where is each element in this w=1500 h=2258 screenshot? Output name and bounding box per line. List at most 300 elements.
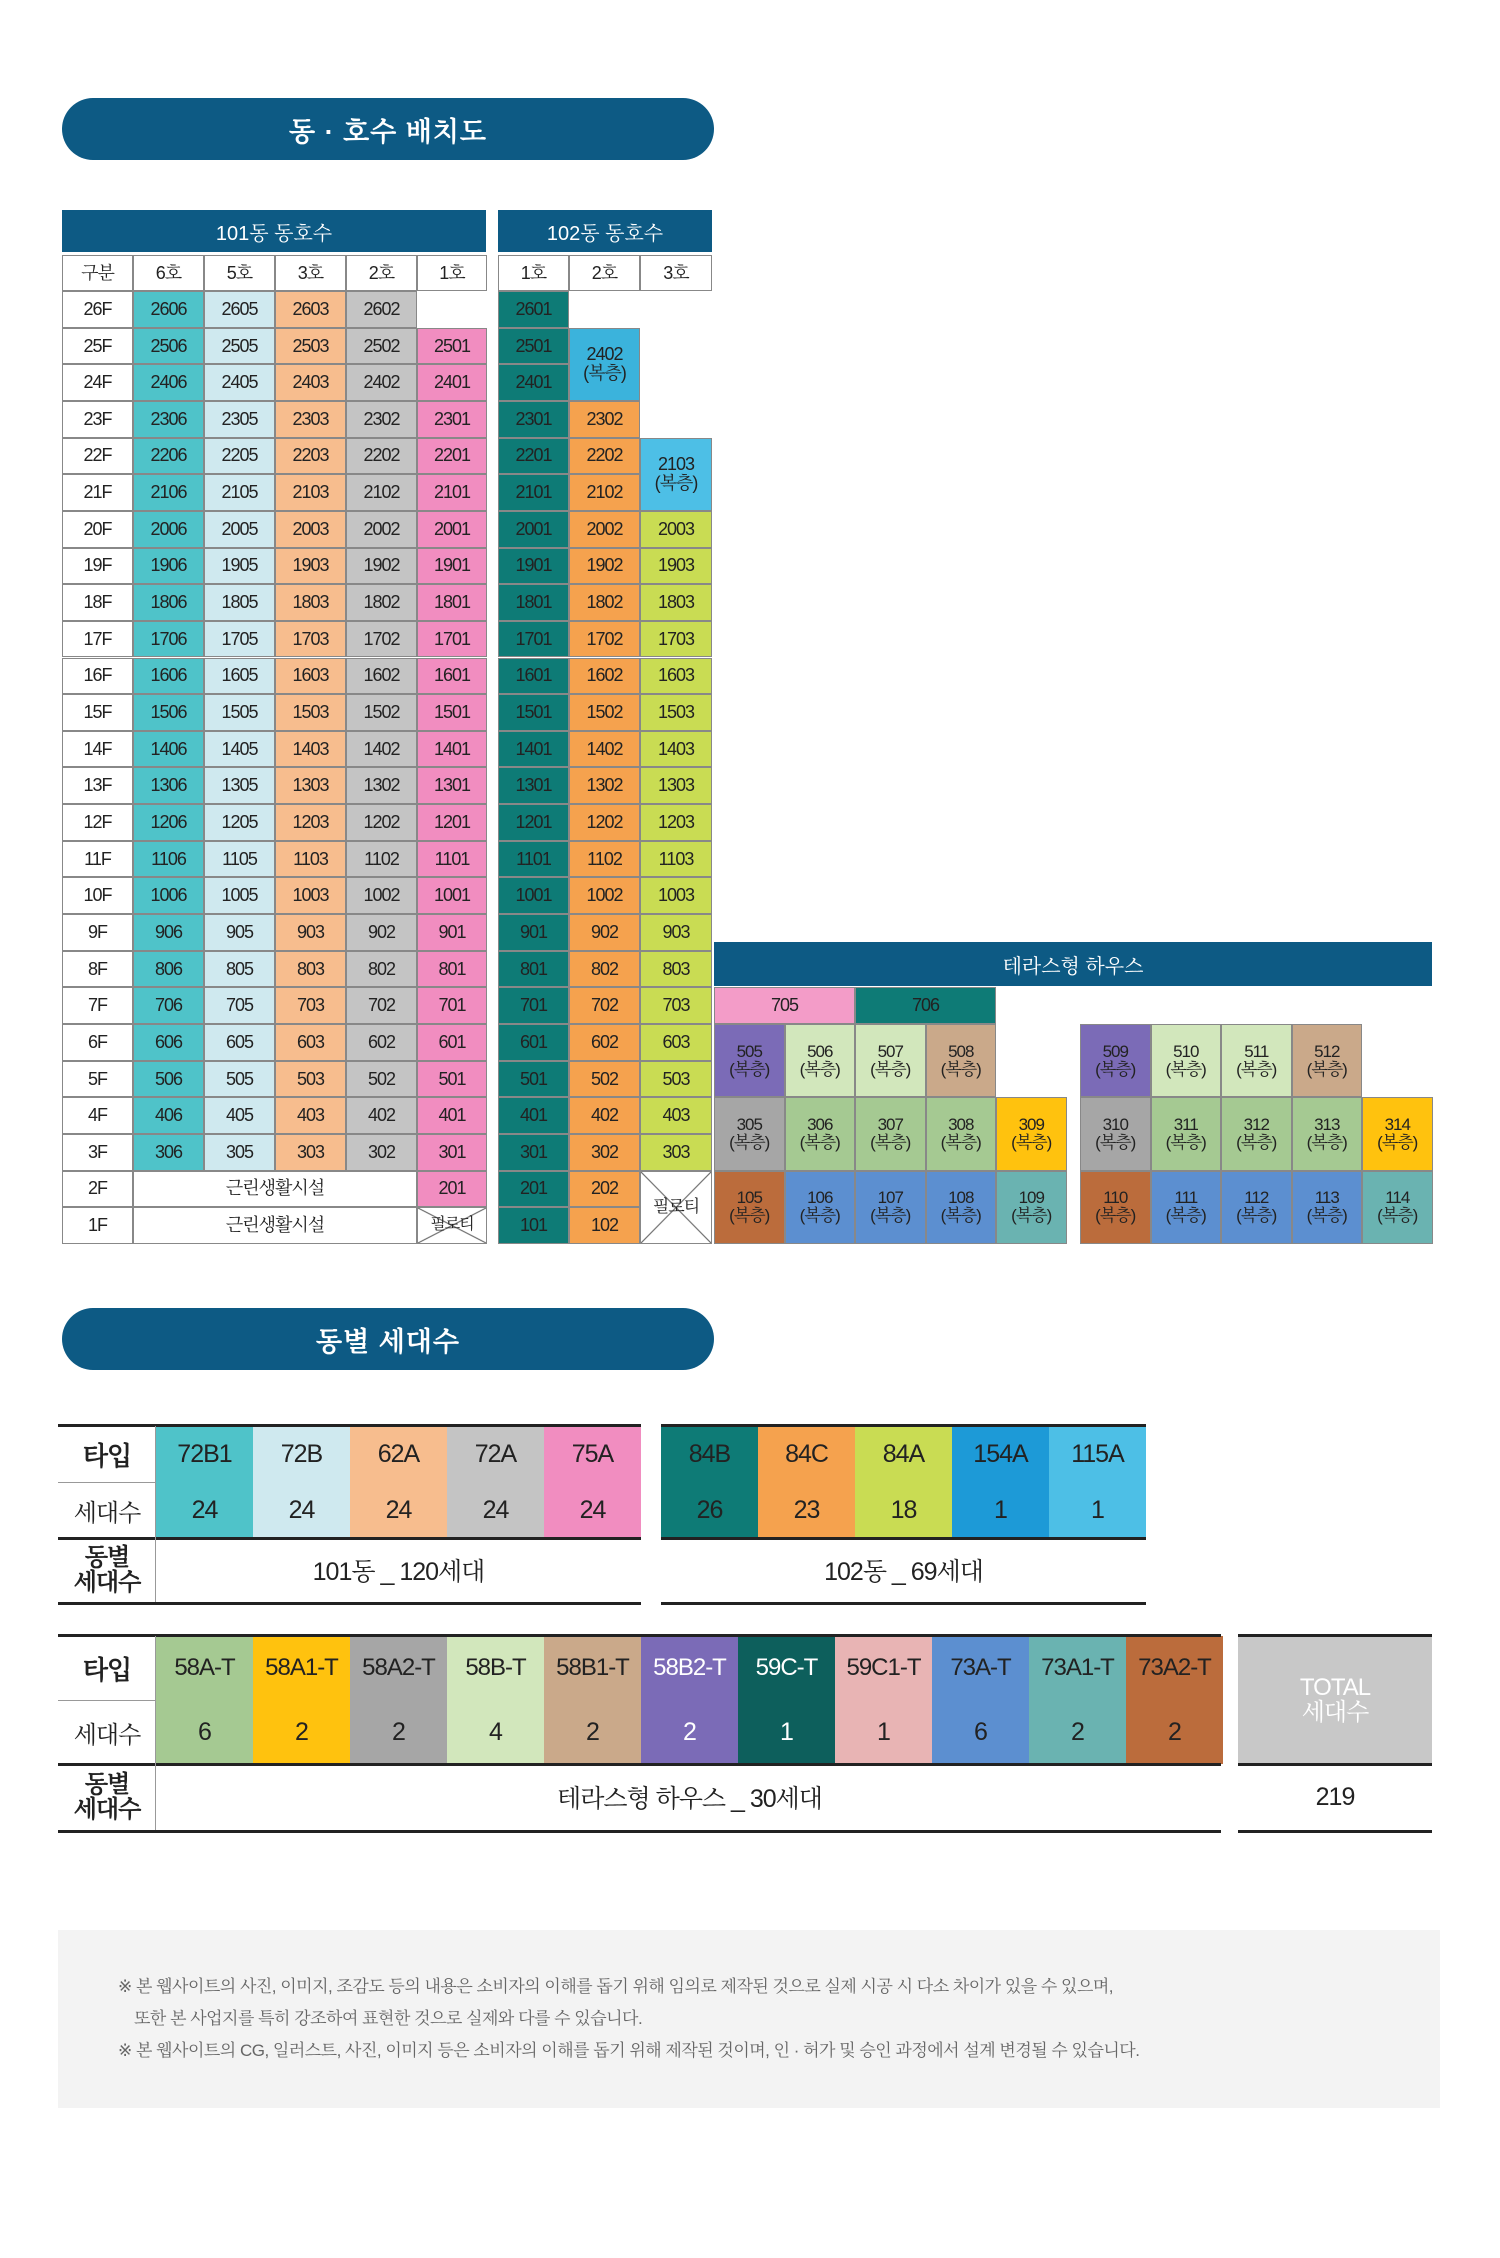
floor-label: 17F [62,621,133,658]
unit-cell: 1502 [569,694,640,731]
terrace-unit: 508 (복층) [926,1024,997,1097]
count-cell: 24 [544,1482,641,1538]
type-cell: 59C-T [738,1636,835,1700]
terrace-unit: 108 (복층) [926,1171,997,1244]
unit-cell: 201 [417,1171,487,1208]
unit-cell: 1606 [133,658,204,695]
unit-cell: 1505 [204,694,275,731]
rule [661,1602,1146,1605]
unit-cell: 603 [275,1024,346,1061]
unit-cell: 2401 [498,364,569,401]
rule [661,1424,1146,1427]
floor-label: 18F [62,584,133,621]
unit-cell: 705 [204,987,275,1024]
terrace-unit: 311 (복층) [1151,1097,1222,1170]
terrace-unit: 511 (복층) [1221,1024,1292,1097]
type-cell: 58B-T [447,1636,544,1700]
unit-cell: 702 [569,987,640,1024]
unit-cell: 406 [133,1097,204,1134]
unit-cell: 2001 [498,511,569,548]
unit-cell: 1503 [275,694,346,731]
rule [661,1537,1146,1540]
unit-cell: 101 [498,1207,569,1244]
terrace-unit: 314 (복층) [1362,1097,1433,1170]
unit-cell: 1205 [204,804,275,841]
unit-cell: 1701 [498,621,569,658]
unit-cell: 1002 [569,877,640,914]
unit-cell: 902 [569,914,640,951]
unit-cell: 1501 [417,694,487,731]
unit-cell: 603 [640,1024,712,1061]
col-header: 구분 [62,255,133,291]
count-cell: 2 [1029,1700,1126,1764]
type-cell: 59C1-T [835,1636,932,1700]
label-dong: 동별 세대수 [58,1538,156,1602]
unit-cell: 1003 [640,877,712,914]
unit-cell: 1603 [640,658,712,695]
unit-cell: 901 [417,914,487,951]
total-label: TOTAL 세대수 [1238,1636,1432,1764]
unit-cell: 1403 [640,731,712,768]
floor-label: 16F [62,658,133,695]
facility-1f: 근린생활시설 [133,1207,417,1244]
unit-cell: 2101 [417,474,487,511]
rule [155,1636,156,1830]
terrace-unit: 305 (복층) [714,1097,785,1170]
terrace-unit: 113 (복층) [1292,1171,1363,1244]
terrace-unit: 114 (복층) [1362,1171,1433,1244]
count-cell: 24 [447,1482,544,1538]
unit-cell: 1406 [133,731,204,768]
unit-cell: 1103 [640,841,712,878]
floor-label: 1F [62,1207,133,1244]
unit-cell: 701 [498,987,569,1024]
duplex-2103: 2103 (복층) [640,438,712,511]
type-cell: 58A1-T [253,1636,350,1700]
unit-cell: 1501 [498,694,569,731]
unit-cell: 1802 [346,584,417,621]
unit-cell: 1805 [204,584,275,621]
disclaimer-box [58,1930,1440,2108]
unit-cell: 2602 [346,291,417,328]
count-cell: 18 [855,1482,952,1538]
floor-label: 15F [62,694,133,731]
unit-cell: 1003 [275,877,346,914]
unit-cell: 2205 [204,438,275,475]
count-cell: 2 [350,1700,447,1764]
duplex-2402: 2402 (복층) [569,328,640,401]
unit-cell: 1702 [346,621,417,658]
type-cell: 73A2-T [1126,1636,1223,1700]
unit-cell: 2201 [498,438,569,475]
terrace-unit: 510 (복층) [1151,1024,1222,1097]
unit-705: 705 [714,987,855,1024]
total-value: 219 [1238,1764,1432,1830]
unit-cell: 2105 [204,474,275,511]
type-cell: 72A [447,1426,544,1482]
unit-cell: 2505 [204,328,275,365]
type-cell: 154A [952,1426,1049,1482]
terrace-unit: 307 (복층) [855,1097,926,1170]
type-cell: 84A [855,1426,952,1482]
unit-cell: 403 [640,1097,712,1134]
unit-cell: 1706 [133,621,204,658]
count-cell: 4 [447,1700,544,1764]
terrace-unit: 312 (복층) [1221,1097,1292,1170]
unit-cell: 602 [346,1024,417,1061]
unit-cell: 1901 [498,548,569,585]
unit-cell: 2106 [133,474,204,511]
unit-cell: 1503 [640,694,712,731]
type-cell: 75A [544,1426,641,1482]
col-header: 1호 [498,255,569,291]
unit-cell: 201 [498,1171,569,1208]
unit-cell: 2501 [417,328,487,365]
unit-cell: 2003 [275,511,346,548]
count-cell: 1 [835,1700,932,1764]
col-header: 5호 [204,255,275,291]
unit-cell: 2002 [346,511,417,548]
unit-cell: 506 [133,1061,204,1098]
unit-cell: 1303 [275,767,346,804]
floor-label: 24F [62,364,133,401]
unit-cell: 1401 [417,731,487,768]
piloti-101: 필로티 [417,1207,487,1244]
unit-cell: 1802 [569,584,640,621]
unit-cell: 2502 [346,328,417,365]
unit-cell: 1105 [204,841,275,878]
rule [1238,1830,1432,1833]
label-type: 타입 [58,1426,156,1482]
floor-label: 20F [62,511,133,548]
unit-cell: 601 [498,1024,569,1061]
unit-cell: 1202 [569,804,640,841]
unit-cell: 2506 [133,328,204,365]
unit-cell: 401 [417,1097,487,1134]
unit-cell: 2203 [275,438,346,475]
unit-cell: 606 [133,1024,204,1061]
terrace-unit: 111 (복층) [1151,1171,1222,1244]
unit-cell: 2606 [133,291,204,328]
unit-cell: 2301 [417,401,487,438]
rule [58,1830,1221,1833]
unit-cell: 302 [569,1134,640,1171]
rule [58,1482,156,1483]
col-header: 3호 [275,255,346,291]
building-101-title: 101동 동호수 [62,210,486,252]
count-cell: 1 [952,1482,1049,1538]
unit-cell: 1705 [204,621,275,658]
count-cell: 6 [156,1700,253,1764]
unit-cell: 2001 [417,511,487,548]
unit-cell: 1903 [275,548,346,585]
terrace-unit: 306 (복층) [785,1097,856,1170]
unit-cell: 802 [346,951,417,988]
unit-cell: 2605 [204,291,275,328]
terrace-unit: 512 (복층) [1292,1024,1363,1097]
unit-cell: 1402 [569,731,640,768]
unit-cell: 503 [640,1061,712,1098]
terrace-unit: 509 (복층) [1080,1024,1151,1097]
floor-label: 4F [62,1097,133,1134]
rule [155,1426,156,1602]
unit-cell: 1901 [417,548,487,585]
unit-cell: 802 [569,951,640,988]
unit-cell: 2405 [204,364,275,401]
count-cell: 2 [641,1700,738,1764]
unit-cell: 2403 [275,364,346,401]
unit-cell: 1203 [640,804,712,841]
unit-cell: 2002 [569,511,640,548]
unit-cell: 405 [204,1097,275,1134]
count-cell: 6 [932,1700,1029,1764]
floor-label: 22F [62,438,133,475]
disclaimer-line-2: 또한 본 사업지를 특히 강조하여 표현한 것으로 실제와 다를 수 있습니다. [134,2009,643,2028]
rule [58,1537,641,1540]
disclaimer-line-1: ※ 본 웹사이트의 사진, 이미지, 조감도 등의 내용은 소비자의 이해를 돕기 위해 임의로 제작된 것으로 실제 시공 시 다소 차이가 있을 수 있으며, [118,1977,1114,1996]
rule [1238,1763,1432,1766]
unit-cell: 1106 [133,841,204,878]
unit-cell: 2006 [133,511,204,548]
unit-cell: 403 [275,1097,346,1134]
count-cell: 1 [738,1700,835,1764]
unit-cell: 605 [204,1024,275,1061]
floor-label: 23F [62,401,133,438]
unit-cell: 701 [417,987,487,1024]
unit-cell: 803 [275,951,346,988]
type-cell: 73A1-T [1029,1636,1126,1700]
unit-cell: 1403 [275,731,346,768]
unit-cell: 2303 [275,401,346,438]
unit-cell: 1902 [346,548,417,585]
terrace-unit: 109 (복층) [996,1171,1067,1244]
type-cell: 62A [350,1426,447,1482]
floor-label: 3F [62,1134,133,1171]
floor-label: 5F [62,1061,133,1098]
floor-label: 25F [62,328,133,365]
total-terrace: 테라스형 하우스 _ 30세대 [156,1764,1223,1830]
unit-cell: 1102 [346,841,417,878]
type-cell: 84B [661,1426,758,1482]
unit-cell: 501 [498,1061,569,1098]
label-dong: 동별 세대수 [58,1764,156,1830]
unit-cell: 1301 [498,767,569,804]
unit-cell: 1306 [133,767,204,804]
unit-cell: 502 [346,1061,417,1098]
unit-cell: 805 [204,951,275,988]
unit-cell: 302 [346,1134,417,1171]
terrace-unit: 309 (복층) [996,1097,1067,1170]
unit-cell: 1201 [417,804,487,841]
count-cell: 2 [253,1700,350,1764]
unit-cell: 505 [204,1061,275,1098]
unit-cell: 702 [346,987,417,1024]
unit-cell: 2301 [498,401,569,438]
unit-cell: 1301 [417,767,487,804]
col-header: 2호 [569,255,640,291]
type-cell: 58A-T [156,1636,253,1700]
unit-cell: 301 [498,1134,569,1171]
unit-cell: 1806 [133,584,204,621]
count-cell: 1 [1049,1482,1146,1538]
unit-cell: 2102 [569,474,640,511]
unit-cell: 2406 [133,364,204,401]
disclaimer-line-3: ※ 본 웹사이트의 CG, 일러스트, 사진, 이미지 등은 소비자의 이해를 돕기 위해 제작된 것이며, 인 · 허가 및 승인 과정에서 설계 변경될 수 있습니다. [118,2041,1140,2060]
unit-cell: 1201 [498,804,569,841]
floor-label: 12F [62,804,133,841]
terrace-unit: 310 (복층) [1080,1097,1151,1170]
unit-cell: 1801 [417,584,487,621]
total-102: 102동 _ 69세대 [661,1538,1146,1602]
piloti-102: 필로티 [640,1171,712,1244]
floor-label: 11F [62,841,133,878]
unit-cell: 1101 [498,841,569,878]
unit-cell: 2305 [204,401,275,438]
col-header: 1호 [417,255,487,291]
unit-cell: 601 [417,1024,487,1061]
terrace-unit: 506 (복층) [785,1024,856,1097]
unit-706: 706 [855,987,996,1024]
unit-cell: 903 [640,914,712,951]
unit-cell: 2201 [417,438,487,475]
count-cell: 26 [661,1482,758,1538]
unit-cell: 1602 [569,658,640,695]
type-cell: 58B1-T [544,1636,641,1700]
unit-cell: 2402 [346,364,417,401]
terrace-unit: 112 (복층) [1221,1171,1292,1244]
unit-cell: 1602 [346,658,417,695]
count-cell: 24 [253,1482,350,1538]
unit-cell: 1605 [204,658,275,695]
facility-2f: 근린생활시설 [133,1171,417,1208]
floor-label: 13F [62,767,133,804]
unit-cell: 1703 [640,621,712,658]
unit-cell: 1303 [640,767,712,804]
building-102-title: 102동 동호수 [498,210,712,252]
unit-cell: 303 [275,1134,346,1171]
label-count: 세대수 [58,1700,156,1764]
unit-cell: 1402 [346,731,417,768]
unit-cell: 1903 [640,548,712,585]
unit-cell: 1803 [640,584,712,621]
unit-cell: 501 [417,1061,487,1098]
terrace-title: 테라스형 하우스 [714,942,1432,986]
rule [1238,1634,1432,1637]
unit-cell: 2401 [417,364,487,401]
count-cell: 2 [1126,1700,1223,1764]
terrace-unit: 110 (복층) [1080,1171,1151,1244]
unit-cell: 2302 [346,401,417,438]
col-header: 2호 [346,255,417,291]
unit-cell: 2102 [346,474,417,511]
terrace-unit: 313 (복층) [1292,1097,1363,1170]
unit-cell: 2103 [275,474,346,511]
unit-cell: 1506 [133,694,204,731]
unit-cell: 401 [498,1097,569,1134]
floor-label: 26F [62,291,133,328]
unit-cell: 803 [640,951,712,988]
unit-cell: 1702 [569,621,640,658]
floor-label: 8F [62,951,133,988]
unit-cell: 303 [640,1134,712,1171]
unit-cell: 905 [204,914,275,951]
unit-cell: 1801 [498,584,569,621]
unit-cell: 306 [133,1134,204,1171]
unit-cell: 706 [133,987,204,1024]
floor-label: 14F [62,731,133,768]
unit-cell: 1302 [569,767,640,804]
unit-cell: 2503 [275,328,346,365]
unit-cell: 703 [640,987,712,1024]
terrace-unit: 107 (복층) [855,1171,926,1244]
unit-cell: 2603 [275,291,346,328]
unit-cell: 1803 [275,584,346,621]
terrace-unit: 505 (복층) [714,1024,785,1097]
unit-cell: 2005 [204,511,275,548]
type-cell: 72B1 [156,1426,253,1482]
floor-label: 19F [62,548,133,585]
rule [58,1602,641,1605]
unit-cell: 1006 [133,877,204,914]
unit-cell: 2302 [569,401,640,438]
floor-label: 6F [62,1024,133,1061]
unit-cell: 1202 [346,804,417,841]
count-cell: 24 [156,1482,253,1538]
unit-cell: 806 [133,951,204,988]
unit-cell: 1001 [498,877,569,914]
unit-cell: 2206 [133,438,204,475]
unit-cell: 801 [417,951,487,988]
type-cell: 58B2-T [641,1636,738,1700]
terrace-unit: 105 (복층) [714,1171,785,1244]
unit-cell: 903 [275,914,346,951]
unit-cell: 1905 [204,548,275,585]
floor-label: 2F [62,1171,133,1208]
unit-cell: 602 [569,1024,640,1061]
label-type: 타입 [58,1636,156,1700]
section-title-counts: 동별 세대수 [62,1308,714,1370]
unit-cell: 102 [569,1207,640,1244]
floor-label: 9F [62,914,133,951]
unit-cell: 502 [569,1061,640,1098]
terrace-unit: 507 (복층) [855,1024,926,1097]
type-cell: 84C [758,1426,855,1482]
floor-label: 7F [62,987,133,1024]
unit-cell: 2003 [640,511,712,548]
unit-cell: 1305 [204,767,275,804]
col-header: 6호 [133,255,204,291]
unit-cell: 1502 [346,694,417,731]
unit-cell: 402 [569,1097,640,1134]
unit-cell: 1603 [275,658,346,695]
rule [58,1424,641,1427]
unit-cell: 1902 [569,548,640,585]
unit-cell: 1601 [417,658,487,695]
unit-cell: 1203 [275,804,346,841]
unit-cell: 703 [275,987,346,1024]
unit-cell: 1701 [417,621,487,658]
total-101: 101동 _ 120세대 [156,1538,641,1602]
terrace-unit: 308 (복층) [926,1097,997,1170]
unit-cell: 2601 [498,291,569,328]
unit-cell: 1703 [275,621,346,658]
type-cell: 115A [1049,1426,1146,1482]
unit-cell: 801 [498,951,569,988]
unit-cell: 2202 [346,438,417,475]
unit-cell: 2306 [133,401,204,438]
unit-cell: 305 [204,1134,275,1171]
unit-cell: 1002 [346,877,417,914]
